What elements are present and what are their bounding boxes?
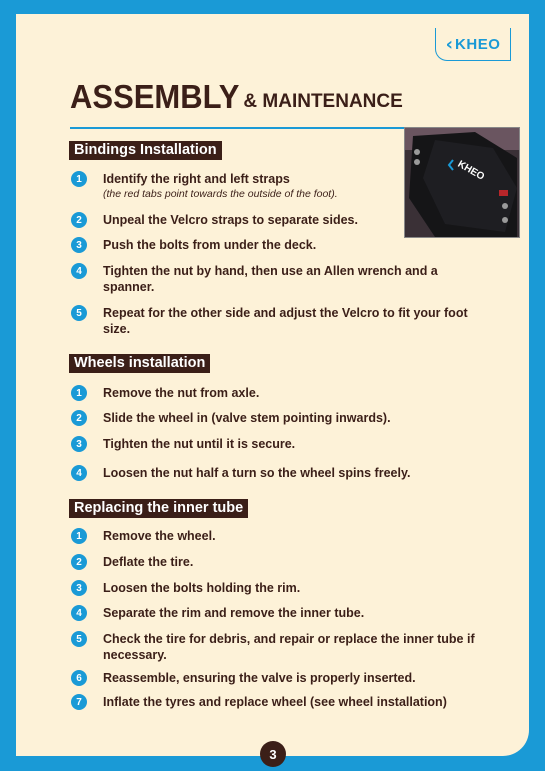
list-item <box>71 263 491 295</box>
section-heading-bindings: Bindings Installation <box>69 141 222 160</box>
kheo-logo <box>435 28 511 61</box>
step-number-badge: 7 <box>71 694 87 710</box>
step-text: Loosen the nut half a turn so the wheel spins freely. <box>103 466 411 480</box>
step-text: Unpeal the Velcro straps to separate sides. <box>103 213 358 227</box>
logo-text: KHEO <box>455 35 501 53</box>
section-heading-wheels: Wheels installation <box>69 354 210 373</box>
step-number-badge: 6 <box>71 670 87 686</box>
page-title <box>70 79 403 115</box>
list-item <box>71 171 491 201</box>
photo-brand-text: KHEO <box>455 158 487 183</box>
step-text: Inflate the tyres and replace wheel (see wheel installation) <box>103 695 447 709</box>
step-text: Reassemble, ensuring the valve is properly inserted. <box>103 671 416 685</box>
step-text: Tighten the nut until it is secure. <box>103 437 296 451</box>
list-item <box>71 237 491 253</box>
step-number-badge: 5 <box>71 631 87 647</box>
list-item <box>71 631 491 663</box>
title-main: ASSEMBLY <box>70 77 240 116</box>
step-number-badge: 4 <box>71 605 87 621</box>
title-sub: & MAINTENANCE <box>243 91 403 112</box>
step-number-badge: 3 <box>71 580 87 596</box>
list-item <box>71 605 491 621</box>
step-number-badge: 2 <box>71 410 87 426</box>
list-item <box>71 465 491 481</box>
list-item <box>71 410 491 426</box>
step-note: (the red tabs point towards the outside of the foot). <box>103 188 338 200</box>
list-item <box>71 212 491 228</box>
step-number-badge: 3 <box>71 436 87 452</box>
step-number-badge: 5 <box>71 305 87 321</box>
page-number: 3 <box>260 741 286 767</box>
chevron-left-icon: ‹ <box>445 33 454 55</box>
step-text: Remove the nut from axle. <box>103 386 260 400</box>
step-text: Repeat for the other side and adjust the Velcro to fit your foot size. <box>103 306 468 336</box>
list-item <box>71 436 491 452</box>
list-item <box>71 528 491 544</box>
list-item <box>71 580 491 596</box>
step-text: Deflate the tire. <box>103 555 194 569</box>
list-item <box>71 670 491 686</box>
manual-page <box>16 14 529 762</box>
list-item <box>71 305 491 337</box>
step-number-badge: 1 <box>71 385 87 401</box>
step-text: Loosen the bolts holding the rim. <box>103 581 301 595</box>
step-number-badge: 2 <box>71 212 87 228</box>
step-text: Remove the wheel. <box>103 529 216 543</box>
list-item <box>71 554 491 570</box>
step-number-badge: 3 <box>71 237 87 253</box>
step-number-badge: 2 <box>71 554 87 570</box>
list-item <box>71 385 491 401</box>
step-number-badge: 4 <box>71 263 87 279</box>
step-text: Separate the rim and remove the inner tube. <box>103 606 365 620</box>
step-number-badge: 1 <box>71 171 87 187</box>
step-text: Check the tire for debris, and repair or replace the inner tube if necessary. <box>103 632 475 662</box>
step-text: Push the bolts from under the deck. <box>103 238 317 252</box>
step-number-badge: 1 <box>71 528 87 544</box>
list-item <box>71 694 491 710</box>
step-text: Tighten the nut by hand, then use an Allen wrench and a spanner. <box>103 264 438 294</box>
section-heading-inner-tube: Replacing the inner tube <box>69 499 248 518</box>
step-text: Identify the right and left straps <box>103 172 290 186</box>
step-text: Slide the wheel in (valve stem pointing inwards). <box>103 411 391 425</box>
step-number-badge: 4 <box>71 465 87 481</box>
